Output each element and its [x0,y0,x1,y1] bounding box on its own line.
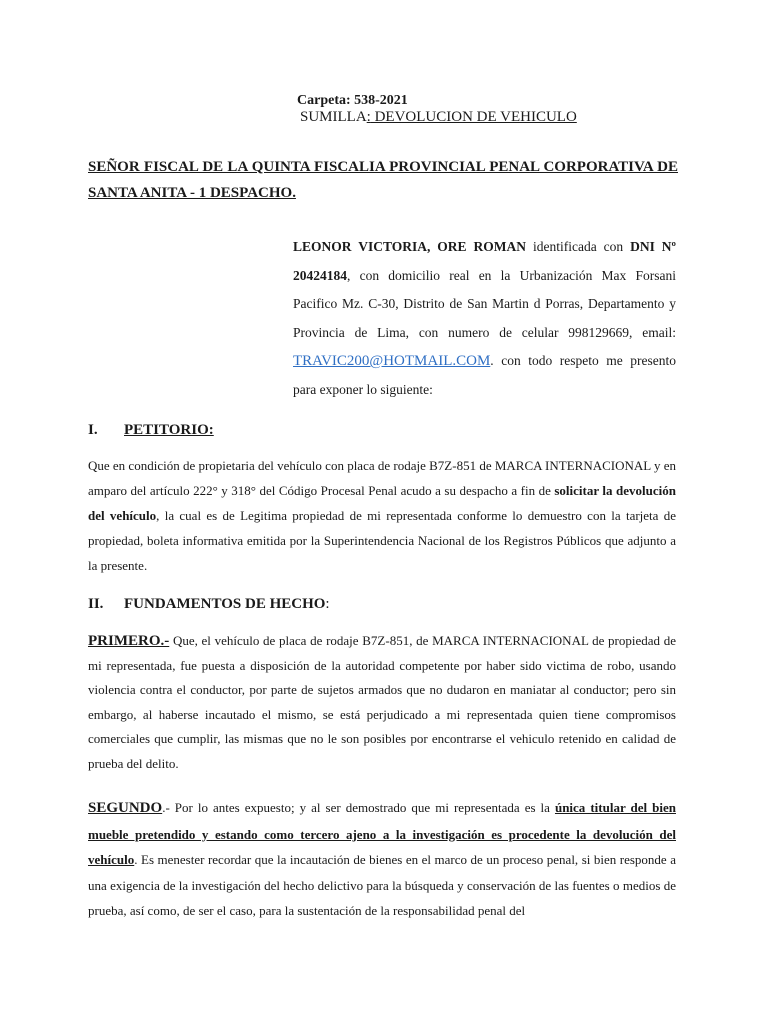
primero-paragraph [88,629,676,777]
petitioner-name: LEONOR VICTORIA, ORE ROMAN [293,239,527,254]
section-heading-fundamentos [88,596,330,613]
dni-number: DNI Nº 20424184 [293,239,676,283]
sumilla-colon: : [366,109,371,125]
petitorio-bold: solicitar la devolución del vehículo [88,483,676,523]
petitorio-text-2: , la cual es de Legitima propiedad de mi representada conforme lo demuestro con la tarjeta de propiedad, boleta informativa emitida por la Superintendencia Nacional de los Registros Públicos que adjunto a la presente. [88,508,677,573]
petitorio-text-1: Que en condición de propietaria del vehículo con placa de rodaje B7Z-851 de MARCA INTERNACIONAL y en amparo del artículo 222° y 318° del Código Procesal Penal acudo a su despacho a fin de [88,458,676,498]
addressee: SEÑOR FISCAL DE LA QUINTA FISCALIA PROVINCIAL PENAL CORPORATIVA DE SANTA ANITA - 1 DESPACHO. [88,159,678,201]
sumilla-line [300,109,577,126]
intro-paragraph [293,233,676,404]
primero-label: PRIMERO.- [88,633,170,649]
section-title: FUNDAMENTOS DE HECHO [124,596,326,612]
segundo-paragraph [88,795,676,924]
section-number: I. [88,422,98,438]
section-title-colon: : [325,596,330,612]
segundo-bold: única titular del bien mueble pretendido y estando como tercero ajeno a la investigación es procedente la devolución del vehículo [88,800,676,867]
segundo-label: SEGUNDO [88,800,163,816]
email-link[interactable]: TRAVIC200@HOTMAIL.COM [293,353,491,369]
sumilla-text: DEVOLUCION DE VEHICULO [370,109,577,125]
segundo-text-1: .- Por lo antes expuesto; y al ser demostrado que mi representada es la [162,800,555,815]
intro-text-1: identificada con [526,239,631,254]
primero-text: Que, el vehículo de placa de rodaje B7Z-851, de MARCA INTERNACIONAL de propiedad de mi representada, fue puesta a disposición de la autoridad competente por haber sido victima de robo, usando violencia contra el conductor, por parte de sujetos armados que no dudaron en maniatar al conductor; pero sin embargo, al haberse incautado el mismo, se está perjudicado a mi representada quien tiene compromisos comerciales que cumplir, las mismas que no le son posibles por encontrarse el vehiculo retenido en calidad de prueba del delito. [88,633,676,771]
section-title: PETITORIO: [124,422,214,438]
section-number: II. [88,596,104,612]
intro-text-3: . con todo respeto me presento para exponer lo siguiente: [293,353,676,397]
segundo-text-2: . Es menester recordar que la incautación de bienes en el marco de un proceso penal, si bien responde a una exigencia de la investigación del hecho delictivo para la búsqueda y conservación de las fuentes o medios de prueba, así como, de ser el caso, para la sustentación de la responsabilidad penal del [88,852,676,918]
sumilla-label: SUMILLA [300,109,367,125]
section-heading-petitorio [88,422,214,439]
intro-text-2: , con domicilio real en la Urbanización Max Forsani Pacifico Mz. C-30, Distrito de San Martin d Porras, Departamento y Provincia de Lima, con numero de celular 998129669, email: [293,267,676,340]
case-number: Carpeta: 538-2021 [297,93,408,108]
petitorio-paragraph [88,453,676,578]
